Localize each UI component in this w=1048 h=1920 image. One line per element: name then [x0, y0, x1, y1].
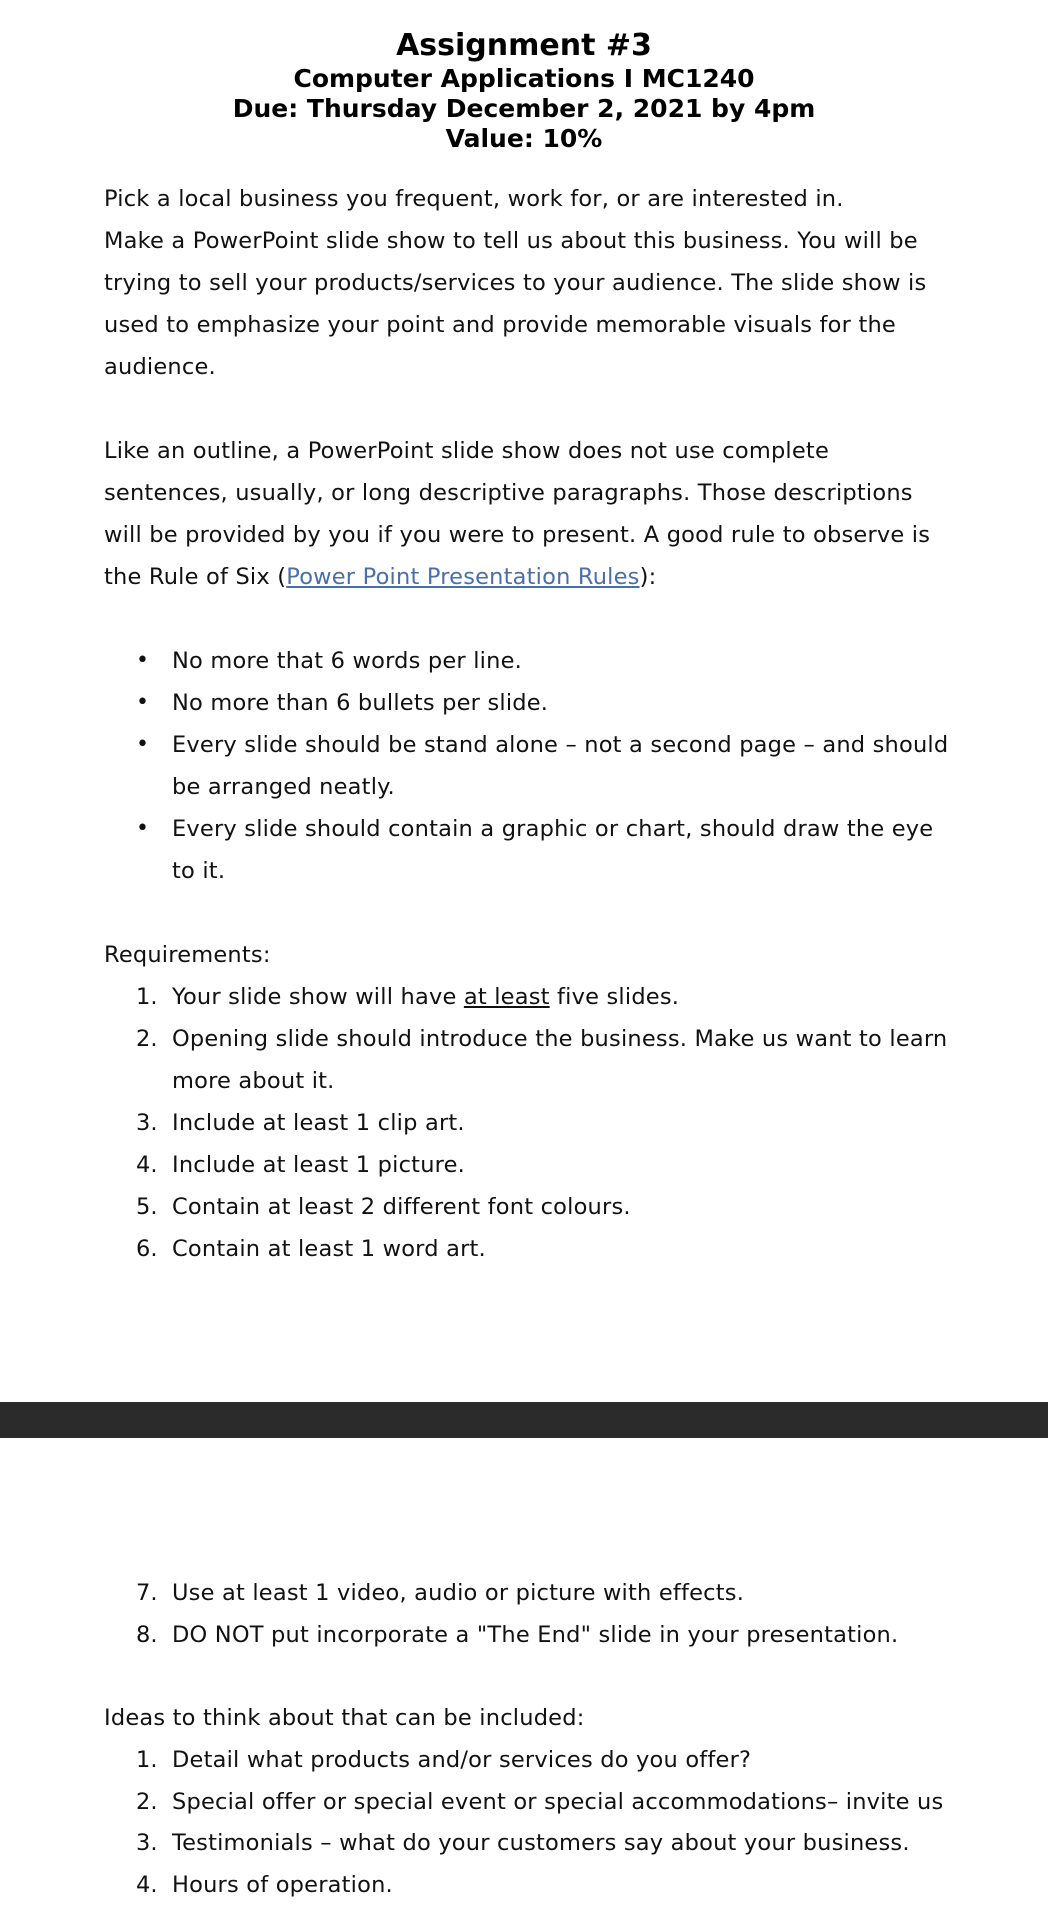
ideas-heading: Ideas to think about that can be included:	[104, 1705, 585, 1731]
outline-line-4-suffix: ):	[639, 564, 657, 590]
idea-number: 4.	[136, 1872, 158, 1898]
requirement-1-post: five slides.	[549, 984, 680, 1010]
requirement-number: 7.	[136, 1580, 158, 1606]
idea-4: Hours of operation.	[172, 1872, 393, 1898]
intro-line-5: audience.	[104, 354, 216, 380]
bullet-dot: •	[136, 816, 149, 841]
power-point-rules-link[interactable]: Power Point Presentation Rules	[286, 564, 640, 590]
outline-line-1: Like an outline, a PowerPoint slide show does not use complete	[104, 438, 829, 464]
idea-3: Testimonials – what do your customers say about your business.	[172, 1830, 910, 1856]
requirement-number: 2.	[136, 1026, 158, 1052]
bullet-item-2: No more than 6 bullets per slide.	[172, 690, 549, 716]
requirements-heading: Requirements:	[104, 942, 271, 968]
requirement-7: Use at least 1 video, audio or picture with effects.	[172, 1580, 745, 1606]
bullet-item-3-line-1: Every slide should be stand alone – not a second page – and should	[172, 732, 949, 758]
requirement-number: 8.	[136, 1622, 158, 1648]
page-break-divider	[0, 1402, 1048, 1438]
requirement-5: Contain at least 2 different font colours.	[172, 1194, 631, 1220]
requirement-number: 5.	[136, 1194, 158, 1220]
idea-number: 3.	[136, 1830, 158, 1856]
requirement-2-line-2: more about it.	[172, 1068, 335, 1094]
intro-line-2: Make a PowerPoint slide show to tell us about this business. You will be	[104, 228, 918, 254]
requirement-number: 3.	[136, 1110, 158, 1136]
requirement-1-underlined: at least	[463, 984, 550, 1010]
intro-line-4: used to emphasize your point and provide memorable visuals for the	[104, 312, 896, 338]
idea-number: 1.	[136, 1747, 158, 1773]
requirement-4: Include at least 1 picture.	[172, 1152, 465, 1178]
idea-number: 2.	[136, 1789, 158, 1815]
outline-line-4	[104, 556, 656, 598]
bullet-dot: •	[136, 648, 149, 673]
requirement-number: 4.	[136, 1152, 158, 1178]
idea-1: Detail what products and/or services do you offer?	[172, 1747, 752, 1773]
assignment-title: Assignment #3	[396, 28, 652, 63]
requirement-2-line-1: Opening slide should introduce the business. Make us want to learn	[172, 1026, 948, 1052]
bullet-item-1: No more that 6 words per line.	[172, 648, 522, 674]
bullet-item-3-line-2: be arranged neatly.	[172, 774, 395, 800]
requirement-number: 6.	[136, 1236, 158, 1262]
requirement-1	[172, 976, 679, 1018]
assignment-value: Value: 10%	[445, 124, 603, 153]
requirement-1-pre: Your slide show will have	[172, 984, 464, 1010]
bullet-item-4-line-1: Every slide should contain a graphic or chart, should draw the eye	[172, 816, 934, 842]
outline-line-3: will be provided by you if you were to present. A good rule to observe is	[104, 522, 931, 548]
idea-2: Special offer or special event or special accommodations– invite us	[172, 1789, 944, 1815]
requirement-6: Contain at least 1 word art.	[172, 1236, 486, 1262]
requirement-3: Include at least 1 clip art.	[172, 1110, 465, 1136]
bullet-dot: •	[136, 732, 149, 757]
outline-line-2: sentences, usually, or long descriptive paragraphs. Those descriptions	[104, 480, 913, 506]
bullet-dot: •	[136, 690, 149, 715]
intro-line-3: trying to sell your products/services to your audience. The slide show is	[104, 270, 927, 296]
outline-line-4-prefix: the Rule of Six (	[104, 564, 287, 590]
requirement-number: 1.	[136, 984, 158, 1010]
requirement-8: DO NOT put incorporate a "The End" slide in your presentation.	[172, 1622, 899, 1648]
bullet-item-4-line-2: to it.	[172, 858, 226, 884]
due-date: Due: Thursday December 2, 2021 by 4pm	[232, 94, 816, 123]
intro-line-1: Pick a local business you frequent, work for, or are interested in.	[104, 186, 844, 212]
course-name: Computer Applications I MC1240	[293, 64, 755, 93]
